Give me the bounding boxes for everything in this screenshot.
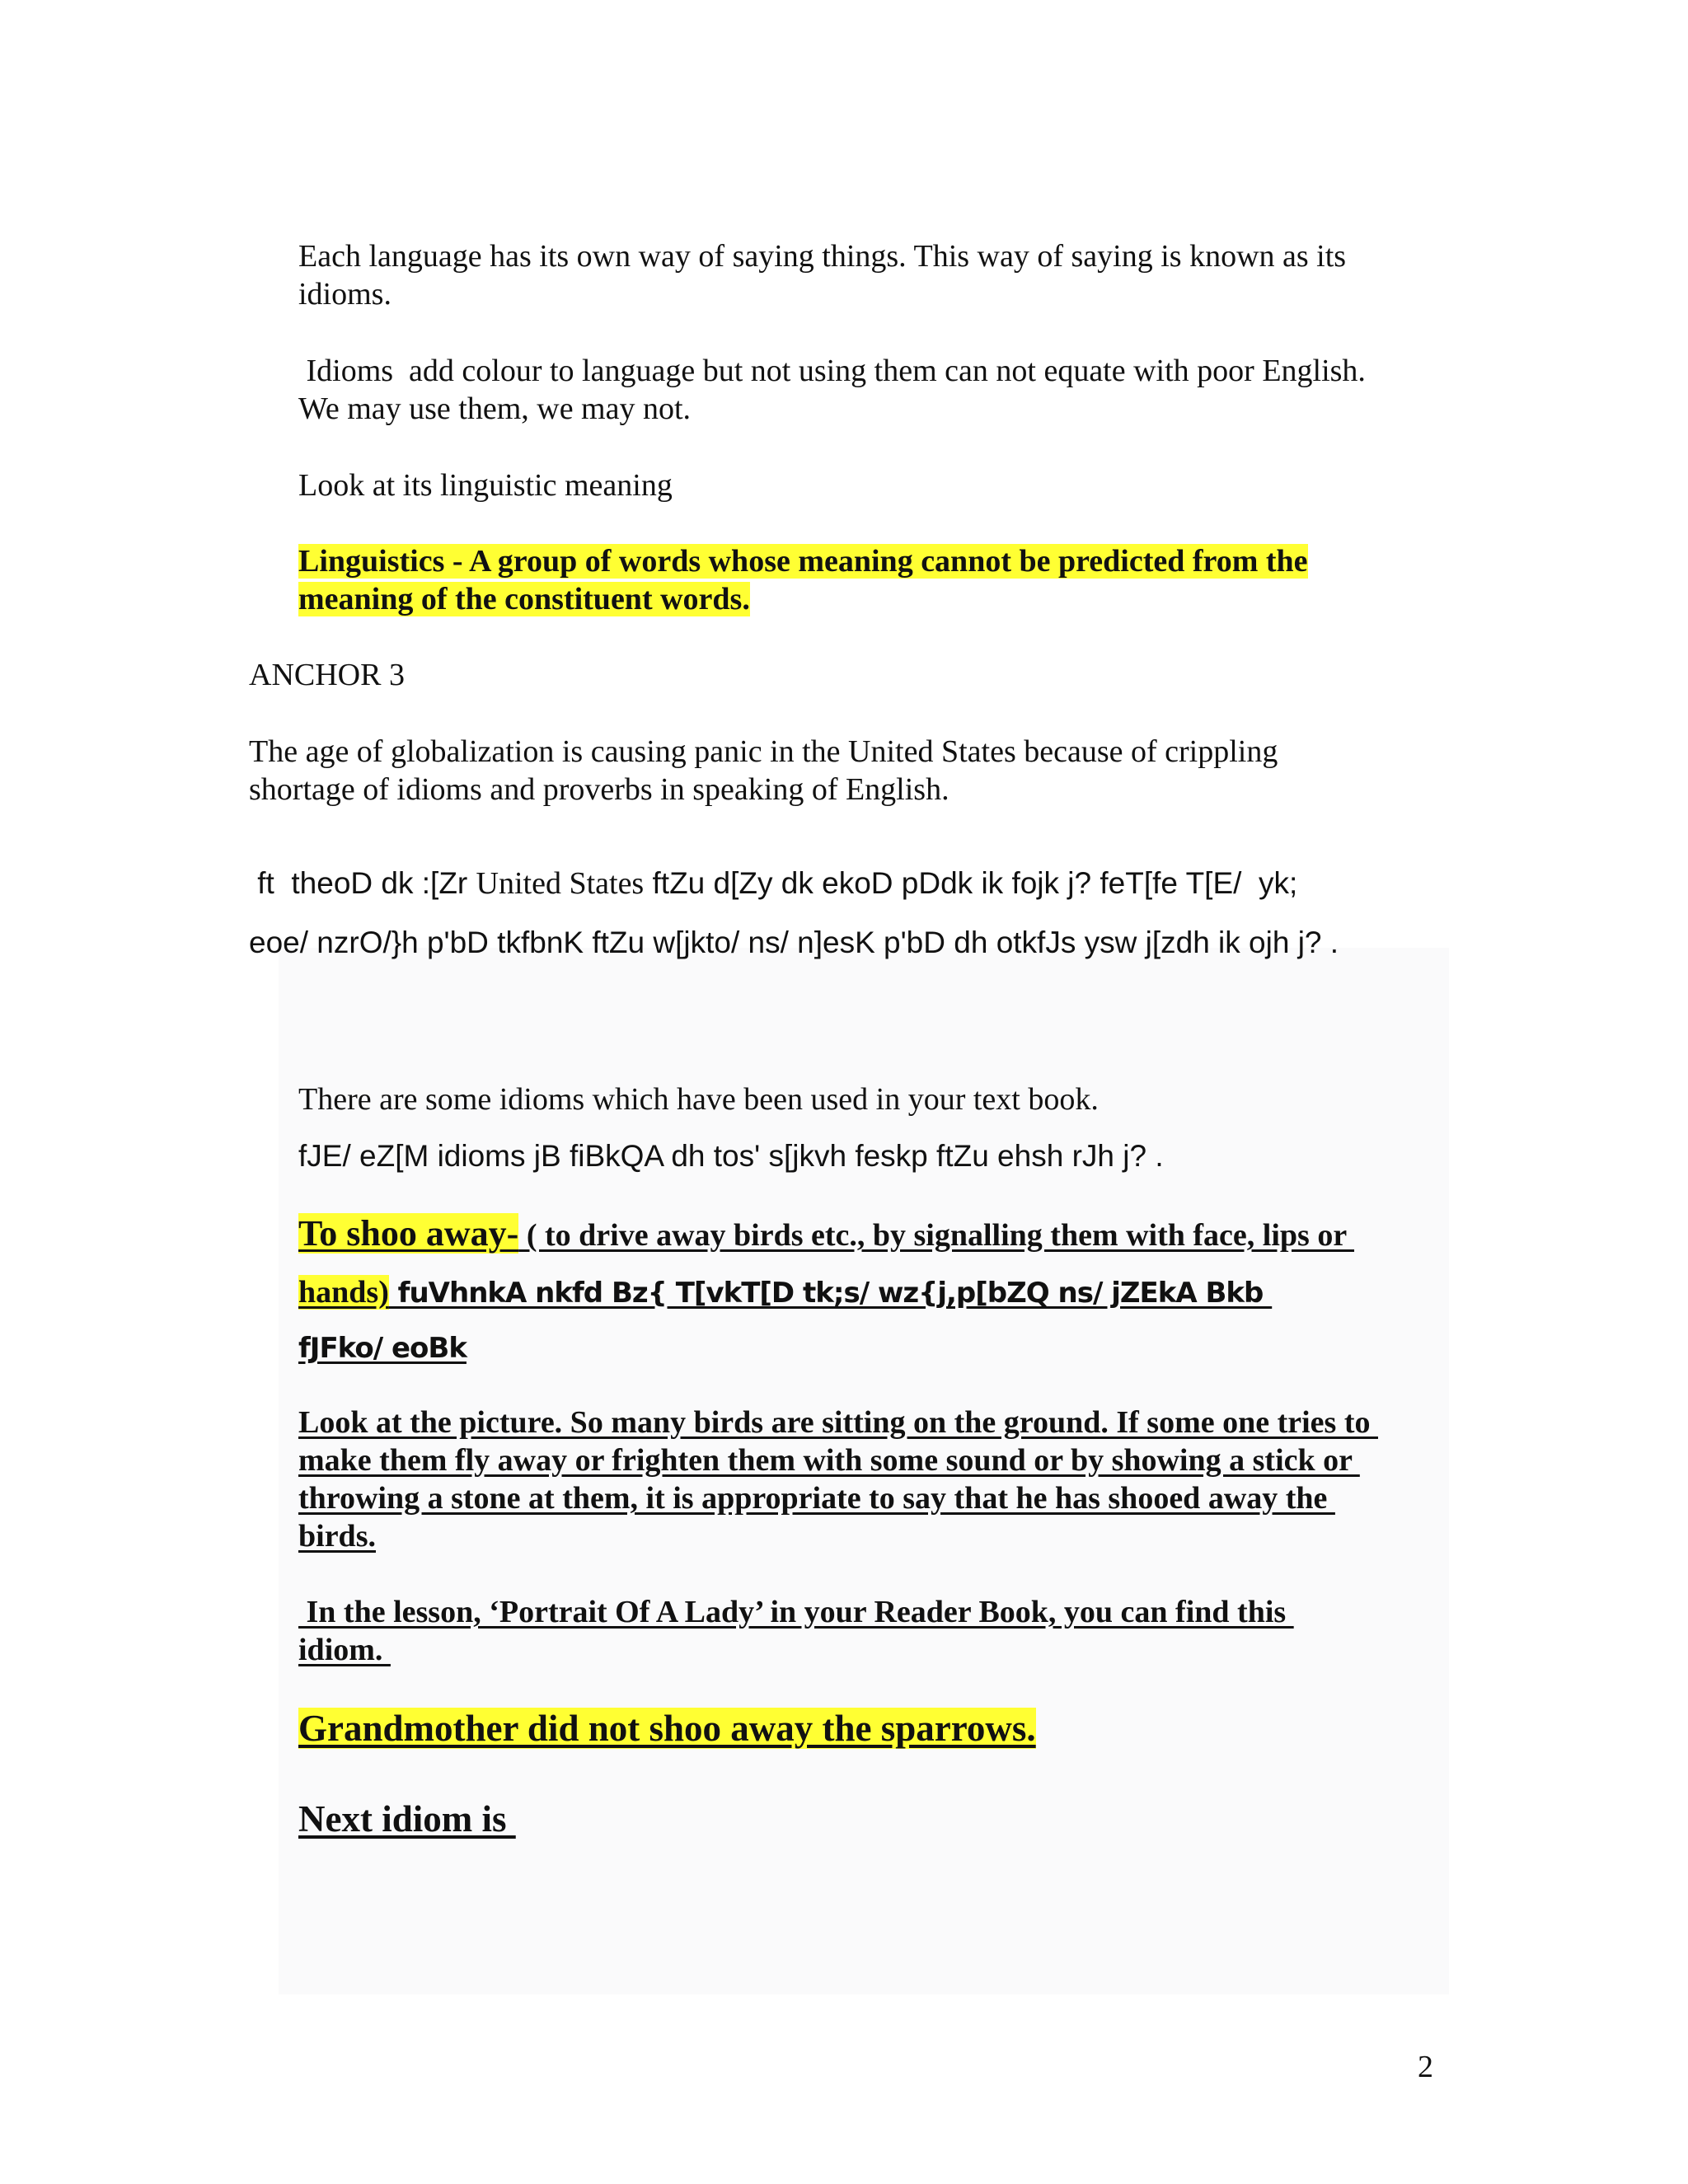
gurmukhi-part-b: United States [476, 866, 645, 901]
picture-line-3: throwing a stone at them, it is appropriate to say that he has shooed away the [298, 1481, 1335, 1516]
textbook-gurmukhi: fJE/ eZ[M idioms jB fiBkQA dh tos' s[jkvh feskp ftZu ehsh rJh j? . [298, 1139, 1164, 1173]
idiom-term: To shoo away- [298, 1213, 519, 1254]
example-line [298, 1706, 1036, 1750]
gurmukhi-part-a: ft theoD dk :[Zr [249, 866, 476, 900]
lesson-line-2: idiom. [298, 1633, 391, 1667]
gurmukhi-part-c: ftZu d[Zy dk ekoD pDdk ik fojk j? feT[fe T[E/ yk; [644, 866, 1298, 900]
intro-line-3: Idioms add colour to language but not using them can not equate with poor English. [298, 354, 1366, 388]
intro-line-4: We may use them, we may not. [298, 391, 692, 426]
idiom-meaning-2: hands) [298, 1275, 389, 1310]
definition-line-2 [298, 580, 750, 618]
picture-line-1: Look at the picture. So many birds are sitting on the ground. If some one tries to [298, 1405, 1378, 1440]
definition-text-2: meaning of the constituent words. [298, 582, 750, 616]
intro-line-1: Each language has its own way of saying things. This way of saying is known as its [298, 239, 1347, 274]
intro-line-2: idioms. [298, 277, 392, 312]
definition-line-1 [298, 542, 1308, 580]
intro-line-5: Look at its linguistic meaning [298, 468, 673, 503]
textbook-line: There are some idioms which have been used in your text book. [298, 1082, 1099, 1117]
page-number: 2 [1418, 2050, 1433, 2084]
lesson-line-1: In the lesson, ‘Portrait Of A Lady’ in your Reader Book, you can find this [298, 1595, 1294, 1629]
anchor-gurmukhi-line-1 [249, 865, 1297, 902]
idiom-gurmukhi-2: fJFko/ eoBk [298, 1332, 467, 1365]
idiom-title-line [298, 1215, 1354, 1254]
definition-text-1: Linguistics - A group of words whose meaning cannot be predicted from the [298, 544, 1308, 579]
next-idiom-heading: Next idiom is [298, 1798, 516, 1840]
idiom-meaning-1: ( to drive away birds etc., by signalling them with face, lips or [518, 1218, 1355, 1253]
anchor-line-2: shortage of idioms and proverbs in speaking of English. [249, 772, 950, 807]
idiom-meaning-line-2 [298, 1273, 1272, 1312]
anchor-gurmukhi-line-2: eoe/ nzrO/}h p'bD tkfbnK ftZu w[jkto/ ns/ n]esK p'bD dh otkfJs ysw j[zdh ik ojh j? . [249, 926, 1339, 959]
example-sentence: Grandmother did not shoo away the sparrows. [298, 1708, 1036, 1749]
anchor-label: ANCHOR 3 [249, 658, 405, 692]
anchor-line-1: The age of globalization is causing panic in the United States because of crippling [249, 734, 1278, 769]
idiom-gurmukhi-1: fuVhnkA nkfd Bz{ T[vkT[D tk;s/ wz{j,p[bZQ ns/ jZEkA Bkb [388, 1277, 1273, 1310]
picture-line-4: birds. [298, 1519, 376, 1554]
picture-line-2: make them fly away or frighten them with some sound or by showing a stick or [298, 1443, 1360, 1478]
